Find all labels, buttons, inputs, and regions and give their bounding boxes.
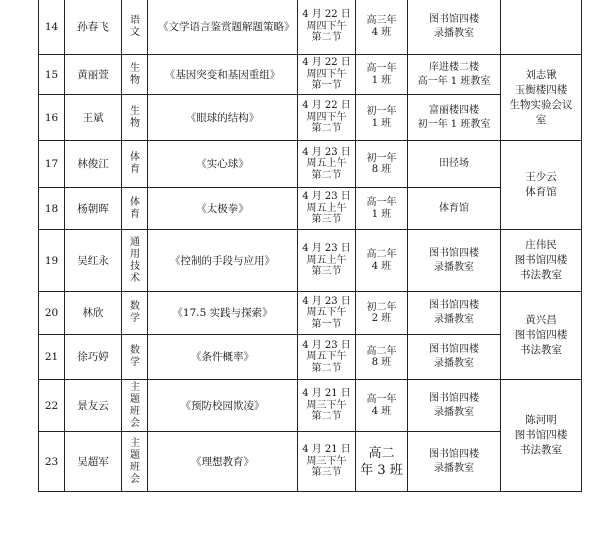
lesson-title: 《实心球》	[148, 141, 298, 188]
subject-line: 文	[130, 26, 140, 38]
judge-info-line: 室	[535, 113, 547, 126]
class-name-line: 高一年	[366, 394, 397, 405]
lesson-time-line: 周五下午	[306, 351, 347, 363]
judge-info-line: 黄兴昌	[525, 314, 557, 326]
judge-info-line: 书法教室	[520, 344, 562, 356]
lesson-time-line: 第三节	[311, 266, 342, 278]
subject-line: 术	[130, 272, 140, 284]
lesson-time-line: 4 月 22 日	[302, 57, 351, 69]
venue-line: 高一年 1 班教室	[417, 75, 491, 87]
class-name-line: 初一年	[366, 106, 397, 117]
lesson-time-line: 周三下午	[306, 399, 347, 411]
lesson-time-line: 第二节	[311, 411, 342, 423]
judge-info-line: 刘志锹	[525, 68, 557, 81]
subject-line: 主	[130, 381, 140, 393]
teacher-name: 杨朝晖	[65, 188, 122, 230]
subject	[122, 55, 148, 95]
venue	[408, 188, 501, 230]
lesson-title: 《基因突变和基因重组》	[148, 55, 298, 95]
lesson-time-line: 4 月 23 日	[302, 339, 351, 351]
row-number: 17	[39, 141, 65, 188]
teacher-name: 林欣	[65, 292, 122, 335]
teacher-name: 黄丽萱	[65, 55, 122, 95]
table-row	[39, 432, 582, 492]
class-name	[356, 335, 408, 380]
lesson-time	[298, 141, 356, 188]
class-name-line: 4 班	[371, 260, 392, 272]
venue-line: 图书馆四楼	[429, 13, 479, 25]
lesson-title: 《理想教育》	[148, 432, 298, 492]
lesson-time-line: 周五下午	[306, 307, 347, 319]
judge-info-line: 图书馆四楼	[514, 329, 568, 341]
subject-line: 物	[130, 117, 140, 129]
class-name-line: 初一年	[366, 152, 397, 164]
table-row	[39, 292, 582, 335]
judge-info-line: 图书馆四楼	[514, 254, 568, 266]
table-row	[39, 55, 582, 95]
row-number: 16	[39, 95, 65, 141]
lesson-time-line: 第一节	[311, 80, 342, 92]
subject	[122, 0, 148, 55]
teacher-name: 林俊江	[65, 141, 122, 188]
venue-line: 录播教室	[434, 358, 474, 369]
class-name-line: 高二	[368, 445, 395, 461]
subject-line: 生	[130, 62, 140, 74]
lesson-time-line: 4 月 22 日	[302, 9, 351, 21]
subject-line: 会	[130, 417, 140, 429]
class-name-line: 高二年	[366, 345, 397, 357]
class-name	[356, 230, 408, 292]
subject	[122, 432, 148, 492]
judge-info	[501, 380, 582, 492]
venue	[408, 292, 501, 335]
venue	[408, 95, 501, 141]
lesson-time-line: 周四下午	[306, 68, 347, 80]
venue-line: 田径场	[439, 158, 469, 169]
subject-line: 题	[130, 393, 140, 405]
venue	[408, 230, 501, 292]
venue	[408, 335, 501, 380]
table-row	[39, 0, 582, 55]
row-number: 21	[39, 335, 65, 380]
judge-info-line: 王少云	[525, 171, 557, 183]
lesson-time	[298, 292, 356, 335]
class-name-line: 年 3 班	[360, 462, 403, 478]
lesson-title: 《太极拳》	[148, 188, 298, 230]
subject-line: 语	[130, 14, 140, 26]
teacher-name: 徐巧婷	[65, 335, 122, 380]
class-name-line: 4 班	[371, 26, 392, 38]
class-name	[356, 55, 408, 95]
lesson-time-line: 4 月 23 日	[302, 295, 351, 307]
teacher-name: 吴红永	[65, 230, 122, 292]
venue	[408, 141, 501, 188]
lesson-time-line: 第二节	[311, 362, 342, 374]
subject	[122, 292, 148, 335]
judge-info-line: 体育馆	[525, 186, 557, 198]
lesson-title: 《预防校园欺凌》	[148, 380, 298, 432]
judge-info	[501, 55, 582, 141]
row-number: 23	[39, 432, 65, 492]
venue-line: 录播教室	[434, 314, 474, 325]
subject-line: 班	[130, 405, 140, 417]
lesson-title: 《条件概率》	[148, 335, 298, 380]
row-number: 20	[39, 292, 65, 335]
lesson-time	[298, 95, 356, 141]
class-name	[356, 432, 408, 492]
subject	[122, 230, 148, 292]
lesson-time-line: 第二节	[311, 123, 342, 135]
subject-line: 育	[130, 208, 140, 220]
class-name-line: 2 班	[371, 313, 392, 324]
lesson-time	[298, 380, 356, 432]
lesson-time-line: 第二节	[311, 169, 342, 181]
lesson-time-line: 周四下午	[306, 20, 347, 32]
subject-line: 会	[130, 473, 140, 485]
venue-line: 庠进楼二楼	[429, 61, 479, 73]
row-number: 22	[39, 380, 65, 432]
lesson-title: 《眼球的结构》	[148, 95, 298, 141]
subject-line: 数	[130, 345, 140, 356]
lesson-time-line: 周五上午	[306, 158, 347, 170]
lesson-time	[298, 0, 356, 55]
row-number: 15	[39, 55, 65, 95]
table-row	[39, 380, 582, 432]
subject	[122, 95, 148, 141]
lesson-time-line: 第一节	[311, 318, 342, 330]
venue	[408, 432, 501, 492]
lesson-time-line: 第三节	[311, 214, 342, 226]
class-name	[356, 141, 408, 188]
venue-line: 图书馆四楼	[429, 247, 479, 259]
class-name-line: 1 班	[371, 208, 392, 220]
row-number: 18	[39, 188, 65, 230]
class-name-line: 初二年	[366, 301, 397, 313]
lesson-time-line: 第二节	[311, 32, 342, 44]
row-number: 19	[39, 230, 65, 292]
lesson-time	[298, 188, 356, 230]
lesson-time-line: 第三节	[311, 467, 342, 479]
class-name	[356, 188, 408, 230]
judge-info-line: 图书馆四楼	[514, 429, 568, 441]
table-row	[39, 230, 582, 292]
lesson-title: 《文学语言鉴赏题解题策略》	[148, 0, 298, 55]
lesson-time-line: 周五上午	[306, 202, 347, 214]
judge-info-line: 玉衡楼四楼	[514, 83, 568, 96]
subject-line: 题	[130, 449, 140, 461]
class-name-line: 高二年	[366, 249, 397, 260]
lesson-time	[298, 55, 356, 95]
judge-info-line: 书法教室	[520, 444, 562, 456]
lesson-time	[298, 335, 356, 380]
venue-line: 录播教室	[434, 27, 474, 39]
venue-line: 图书馆四楼	[429, 392, 479, 404]
venue-line: 体育馆	[439, 202, 469, 214]
venue-line: 图书馆四楼	[429, 448, 479, 460]
venue	[408, 55, 501, 95]
judge-info-line: 书法教室	[520, 269, 562, 281]
subject-line: 体	[130, 152, 140, 163]
lesson-title: 《控制的手段与应用》	[148, 230, 298, 292]
judge-info-line: 生物实验会议	[509, 98, 573, 111]
subject-line: 物	[130, 74, 140, 86]
venue-line: 初一年 1 班教室	[417, 118, 491, 130]
lesson-time	[298, 230, 356, 292]
judge-info	[501, 0, 582, 55]
subject-line: 数	[130, 301, 140, 312]
judge-info	[501, 230, 582, 292]
subject-line: 生	[130, 105, 140, 117]
class-name-line: 8 班	[371, 357, 392, 368]
venue-line: 录播教室	[434, 462, 474, 474]
table-row	[39, 335, 582, 380]
subject-line: 学	[130, 357, 140, 368]
teacher-name: 孙春飞	[65, 0, 122, 55]
table-row	[39, 141, 582, 188]
judge-info	[501, 292, 582, 380]
venue-line: 富丽楼四楼	[429, 104, 479, 116]
subject	[122, 380, 148, 432]
class-name-line: 高三年	[366, 15, 397, 26]
class-name-line: 高一年	[366, 63, 397, 74]
class-name	[356, 0, 408, 55]
row-number: 14	[39, 0, 65, 55]
lesson-time-line: 周三下午	[306, 455, 347, 467]
class-name-line: 1 班	[371, 74, 392, 86]
table-row	[39, 95, 582, 141]
class-name	[356, 380, 408, 432]
lesson-title: 《17.5 实践与探索》	[148, 292, 298, 335]
subject-line: 学	[130, 313, 140, 324]
subject	[122, 335, 148, 380]
lesson-time-line: 4 月 23 日	[302, 146, 351, 158]
subject-line: 班	[130, 461, 140, 473]
subject-line: 主	[130, 437, 140, 449]
class-name-line: 8 班	[371, 164, 392, 175]
class-name	[356, 292, 408, 335]
venue-line: 录播教室	[434, 406, 474, 418]
venue-line: 图书馆四楼	[429, 300, 479, 311]
lesson-time-line: 4 月 23 日	[302, 191, 351, 203]
venue-line: 录播教室	[434, 261, 474, 273]
class-name-line: 高一年	[366, 197, 397, 208]
subject-line: 技	[130, 260, 140, 272]
class-name	[356, 95, 408, 141]
subject-line: 育	[130, 164, 140, 175]
teacher-name: 景友云	[65, 380, 122, 432]
class-name-line: 4 班	[371, 405, 392, 417]
subject-line: 通	[130, 236, 140, 248]
lesson-time-line: 4 月 21 日	[302, 388, 351, 400]
table-row	[39, 188, 582, 230]
lesson-time-line: 4 月 23 日	[302, 243, 351, 255]
schedule-table	[38, 0, 582, 492]
venue	[408, 0, 501, 55]
lesson-time-line: 4 月 22 日	[302, 100, 351, 112]
lesson-time-line: 周五上午	[306, 254, 347, 266]
subject	[122, 141, 148, 188]
judge-info-line: 庄伟民	[525, 239, 557, 251]
class-name-line: 1 班	[371, 117, 392, 129]
subject-line: 用	[130, 248, 140, 260]
lesson-time	[298, 432, 356, 492]
venue-line: 图书馆四楼	[429, 344, 479, 355]
subject-line: 体	[130, 196, 140, 208]
lesson-time-line: 周四下午	[306, 111, 347, 123]
lesson-time-line: 4 月 21 日	[302, 444, 351, 456]
subject	[122, 188, 148, 230]
judge-info	[501, 141, 582, 230]
venue	[408, 380, 501, 432]
teacher-name: 吴超军	[65, 432, 122, 492]
teacher-name: 王斌	[65, 95, 122, 141]
judge-info-line: 陈河明	[525, 414, 557, 426]
